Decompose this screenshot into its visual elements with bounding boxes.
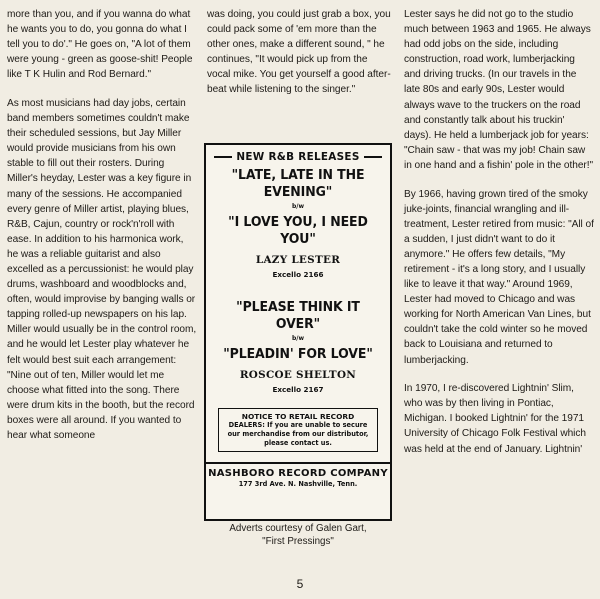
- catalog-number: Excello 2166: [272, 270, 324, 279]
- backed-with-label: b/w: [291, 335, 305, 342]
- text-column-left: [7, 7, 197, 457]
- text-column-right: [404, 7, 594, 470]
- notice-body: DEALERS: If you are unable to secure our merchandise from our distributor, please contact us.: [227, 421, 369, 447]
- page-number: 5: [296, 577, 304, 591]
- header-rule: [214, 156, 232, 158]
- b-side-title: "I LOVE YOU, I NEED YOU": [228, 214, 368, 247]
- dealer-notice: [218, 408, 378, 452]
- b-side-title: "PLEADIN' FOR LOVE": [223, 346, 373, 362]
- a-side-title: "PLEASE THINK IT OVER": [236, 299, 360, 332]
- header-rule: [364, 156, 382, 158]
- caption-line: "First Pressings": [262, 536, 334, 547]
- paragraph: was doing, you could just grab a box, you could pack some of 'em more than the other ones, make a different sound, " he continues, "It would pick up from the vocal mike. You get yourself a good after-beat while listening to the singer.": [207, 9, 391, 96]
- notice-title: NOTICE TO RETAIL RECORD: [241, 412, 355, 421]
- advert-caption: [204, 522, 392, 548]
- paragraph: Lester says he did not go to the studio much between 1963 and 1965. He always had odd jobs on the side, including construction, road work, lumberjacking and driving trucks. (In our travels in the late 80s and early 90s, Lester would always wave to the truckers on the road and constantly talk about his truckin' days). He held a lumberjack job for years: "Chain saw - that was my job! Chain saw in one hand and a fishin' pole in the other!": [404, 9, 594, 171]
- paragraph: By 1966, having grown tired of the smoky juke-joints, financial wrangling and ill-treatment, Lester retired from music: "All of a sudden, I just didn't want to do it anymore." He offers few details, "My retirement - it's a long story, and I usually like to leave it that way." Around 1969, Lester had moved to Chicago and was working for North American Van Lines, but couldn't take the cold winter so he moved back to Louisiana and returned to lumberjacking.: [404, 188, 594, 366]
- a-side-title: "LATE, LATE IN THE EVENING": [231, 167, 365, 200]
- artist-name: ROSCOE SHELTON: [239, 369, 357, 381]
- paragraph: more than you, and if you wanna do what he wants you to do, you gonna do what I tell you to do'." He goes on, "A lot of them were young - green as goose-shit! People like T K Hulin and Rod Bernard.": [7, 9, 193, 81]
- company-name: NASHBORO RECORD COMPANY: [208, 468, 388, 479]
- company-address: 177 3rd Ave. N. Nashville, Tenn.: [238, 480, 358, 488]
- catalog-number: Excello 2167: [272, 385, 324, 394]
- paragraph: As most musicians had day jobs, certain band members sometimes couldn't make their scheduled sessions, but Jay Miller would provide musicians from his own stable to fill out their rosters. During Miller's heyday, Lester was a key figure in many of the sessions. He accompanied every genre of Miller artist, playing blues, R&B, Cajun, country or rock'n'roll with ease. In addition to his harmonica work, he was a reliable guitarist and also excelled as a percussionist: he would play drums, washboard and woodblocks and, often, would improvise by banging walls or tapping rolled-up newspapers on his lap. Miller would usually be in the control room, and he would let Lester play whatever he felt would best suit each arrangement: "Nine out of ten, Miller would let me choose what fitted into the song. There were drum kits in the booth, but the record boxes were all around. If you wanted to hear what someone: [7, 97, 197, 442]
- artist-name: LAZY LESTER: [255, 254, 341, 266]
- text-column-middle: [207, 7, 392, 111]
- advert-header: [214, 151, 382, 163]
- advert-header-text: NEW R&B RELEASES: [236, 151, 360, 163]
- paragraph: In 1970, I re-discovered Lightnin' Slim, who was by then living in Pontiac, Michigan. I booked Lightnin' for the 1971 University of Chicago Folk Festival which was held at the end of January. Lightnin': [404, 383, 586, 455]
- release-block: [206, 299, 390, 394]
- backed-with-label: b/w: [291, 203, 305, 210]
- caption-line: Adverts courtesy of Galen Gart,: [229, 523, 367, 534]
- divider: [206, 462, 390, 464]
- release-block: [206, 167, 390, 279]
- release-advert: [204, 143, 392, 521]
